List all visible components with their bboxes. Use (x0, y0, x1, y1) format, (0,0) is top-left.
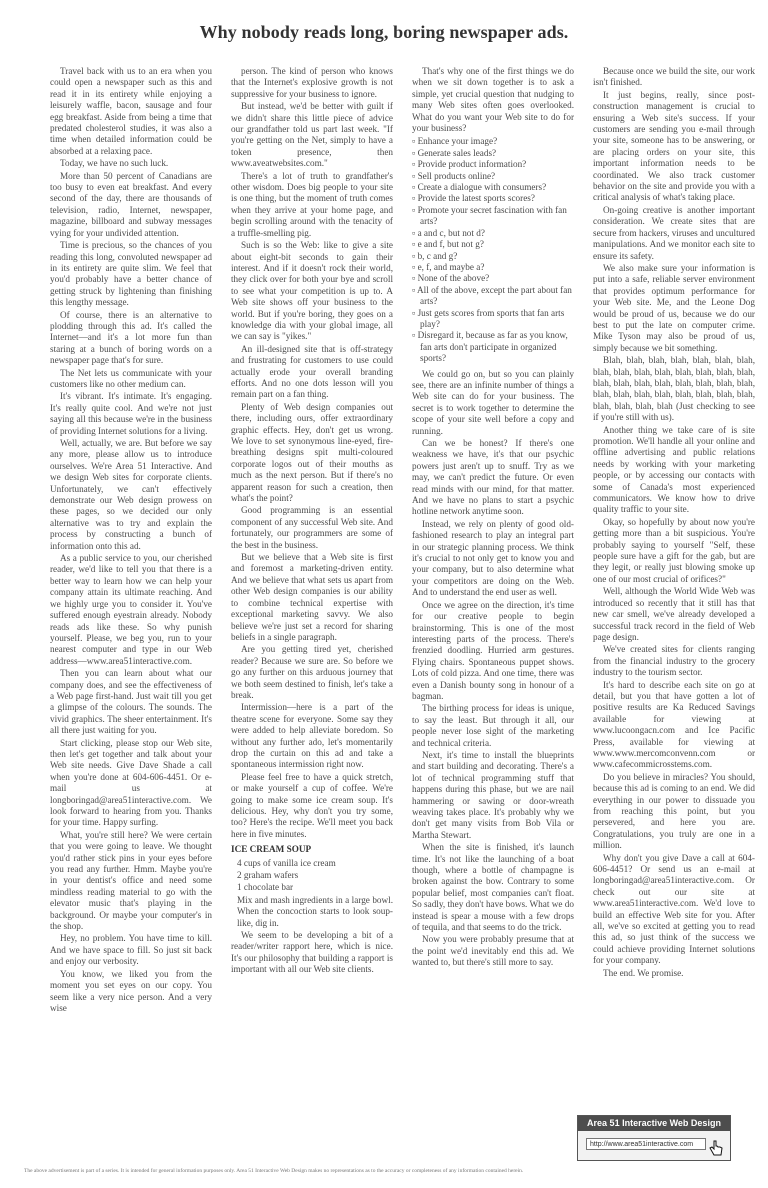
bullet-icon: ▫ (412, 227, 418, 238)
body-paragraph: Well, actually, we are. But before we say any more, please allow us to introduce ourselves. We're Area 51 Interactive. And we design Web sites for corporate clients. Unfortunately, we can't effectively demonstrate our Web design prowess on these pages, so we decided our only alternative was to try and explain the process by constructing a bunch of information onto this ad. (50, 438, 212, 551)
bullet-icon: ▫ (412, 204, 418, 215)
body-paragraph: It's vibrant. It's intimate. It's engaging. It's really quite cool. And we're not just saying all this because we're in the business of providing Internet solutions for a living. (50, 391, 212, 436)
body-paragraph: You know, we liked you from the moment you set eyes on our copy. You seem like a very nice person. And a very wise (50, 968, 212, 1013)
list-item (412, 159, 574, 170)
body-paragraph: Do you believe in miracles? You should, because this ad is coming to an end. We did everything in our power to dissuade you from reaching this point, but you persevered, and here you are. Congratulations, you truly are one in a million. (593, 771, 755, 851)
list-item-text: Sell products online? (417, 170, 496, 181)
body-paragraph: Time is precious, so the chances of you reading this long, convoluted newspaper ad in its entirety are quite slim. We feel that you'd probably have a better chance of getting struck by lightening than finishing this lengthy message. (50, 240, 212, 308)
recipe-line: 1 chocolate bar (237, 882, 294, 893)
list-item (412, 136, 574, 147)
list-item (412, 193, 574, 204)
body-paragraph: We seem to be developing a bit of a reader/writer rapport here, which is nice. It's our philosophy that building a rapport is important with all our Web site clients. (231, 930, 393, 975)
list-item (412, 330, 574, 364)
list-item-text: e and f, but not g? (417, 239, 484, 250)
body-paragraph: The Net lets us communicate with your customers like no other medium can. (50, 367, 212, 389)
bullet-icon: ▫ (412, 273, 418, 284)
body-paragraph: Because once we build the site, our work isn't finished. (593, 66, 755, 88)
body-paragraph: Are you getting tired yet, cherished reader? Because we sure are. So before we go any further on this arduous journey that we both seem destined to finish, let's take a break. (231, 644, 393, 700)
web-design-banner[interactable] (577, 1115, 731, 1161)
list-item (412, 273, 574, 284)
body-paragraph: We also make sure your information is put into a safe, reliable server environment that provides optimum performance for your Web site. Me, and the Leone Dog would be proud of us, because we do our best to put the late on computer crime. Mike Tyson may also be proud of us, simply because we bit something. (593, 262, 755, 353)
body-paragraph: But we believe that a Web site is first and foremost a marketing-driven entity. And we believe that what sets us apart from other Web design companies is our ability to combine technical expertise with exceptional marketing savvy. We also believe we're just set a record for sharing beliefs in a single paragraph. (231, 552, 393, 642)
body-paragraph: Such is so the Web: like to give a site about eight-bit seconds to gain their interest. And if it doesn't rock their world, they click over for both your bye and scroll to see what your competition is up to. A Web site shows off your business to the world. But if you're boring, they goes on a knowledge dia with your global image, all we can say is "yikes." (231, 240, 393, 342)
recipe-line: 2 graham wafers (237, 870, 299, 881)
goals-list (412, 136, 574, 364)
list-item (412, 285, 574, 308)
body-paragraph: Well, although the World Wide Web was introduced so recently that it still has that new car smell, we've already developed a successful track record in the field of Web page design. (593, 586, 755, 642)
body-paragraph: We've created sites for clients ranging from the financial industry to the grocery industry to the tourism sector. (593, 644, 755, 678)
list-item-text: Generate sales leads? (417, 147, 497, 158)
body-paragraph: But instead, we'd be better with guilt if we didn't share this little piece of advice our grandfather told us part last week. "If you're getting on the Net, simply to have a token presence, then www.aveatwebsites.com." (231, 101, 393, 169)
body-paragraph: It just begins, really, since post-construction management is crucial to ensuring a Web site's success. If your customers are sending you e-mail through your site, someone has to be answering, or are placing orders on your site, this important information needs to be coordinated. We also track customer behavior on the site and provide you with a critical analysis of what's taking place. (593, 89, 755, 203)
list-item (412, 171, 574, 182)
body-paragraph: Why don't you give Dave a call at 604-606-4451? Or send us an e-mail at longboringad@area51interactive.com. Or check out our site at www.area51interactive.com. We'd love to build an effective Web site for you. After all, we've so excited at getting you to read this ad, so just think of the success we could achieve providing Internet solutions for your company. (593, 852, 755, 966)
body-paragraph: Please feel free to have a quick stretch, or make yourself a cup of coffee. We're going to make some ice cream soup. It's delicious. Hey, why don't you try some, too? Here's the recipe. We'll meet you back here in five minutes. (231, 771, 393, 839)
list-item (412, 308, 574, 331)
bullet-icon: ▫ (412, 330, 418, 341)
signoff: The end. We promise. (603, 967, 684, 978)
body-paragraph: Intermission—here is a part of the theatre scene for everyone. Some say they were added to help alleviate boredom. So without any further ado, let's momentarily drop the curtain on this ad and take a spontaneous intermission right now. (231, 702, 393, 770)
list-item (412, 205, 574, 228)
list-item-text: b, c and g? (417, 250, 458, 261)
list-item-text: a and c, but not d? (417, 227, 485, 238)
list-item (412, 251, 574, 262)
column-1 (50, 66, 212, 1156)
footer-disclaimer: The above advertisement is part of a series. It is intended for general information purposes only. Area 51 Interactive Web Design makes no representations as to the accuracy or completeness of any information contained herein. (24, 1168, 524, 1174)
column-4 (593, 66, 755, 1156)
ad-headline: Why nobody reads long, boring newspaper ads. (199, 22, 569, 42)
recipe-list (231, 858, 393, 929)
body-paragraph: Start clicking, please stop our Web site, then let's get together and talk about your Web site needs. Give Dave Shade a call when you're done at 604-606-4451. Or e-mail us at longboringad@area51interactive.com. We look forward to hearing from you. Thanks for your time. Happy surfing. (50, 737, 212, 828)
bullet-icon: ▫ (412, 250, 418, 261)
banner-url-field[interactable]: http://www.area51interactive.com (586, 1138, 706, 1150)
bullet-icon: ▫ (412, 182, 418, 193)
list-item-text: e, f, and maybe a? (417, 261, 485, 272)
list-item (412, 148, 574, 159)
list-item-text: Provide product information? (417, 159, 527, 170)
body-paragraph: Good programming is an essential component of any successful Web site. And fortunately, our programmers are some of the best in the business. (231, 505, 393, 550)
bullet-icon: ▫ (412, 136, 418, 147)
bullet-icon: ▫ (412, 284, 418, 295)
list-item-text: None of the above? (417, 273, 490, 284)
bullet-icon: ▫ (412, 261, 418, 272)
body-paragraph: Once we agree on the direction, it's time for our creative people to begin brainstorming. This is one of the most interesting parts of the process. There's frenzied doodling. Hurried arm gestures. Flying chairs. Spontaneous puppet shows. Lots of cold pizza. And one time, there was even a Danish bounty song in honour of a bagman. (412, 599, 574, 701)
banner-title: Area 51 Interactive Web Design (578, 1116, 730, 1131)
body-paragraph: As a public service to you, our cherished reader, we'd like to tell you that there is a better way to learn how we can help your company attain its ultimate reaching. And we highly urge you to consider it. You've suffered enough eyestrain already. Nobody reads ads like these. So why punish yourself. Please, we beg you, run to your nearest computer and type in our Web address—www.area51interactive.com. (50, 553, 212, 666)
body-paragraph: Travel back with us to an era when you could open a newspaper such as this and read it in its entirety while enjoying a leisurely waffle, bacon, sausage and four egg breakfast. Aside from being a time that predated cholesterol studies, it was also a time when detailed information could be absorbed at a relaxing pace. (50, 66, 212, 156)
list-item-text: Create a dialogue with consumers? (417, 182, 547, 193)
column-3 (412, 66, 574, 1156)
body-paragraph: Now you were probably presume that at the point we'd inevitably end this ad. We wanted to, but there's still more to say. (412, 934, 574, 968)
bullet-icon: ▫ (412, 159, 418, 170)
body-paragraph: There's a lot of truth to grandfather's other wisdom. Does big people to your site is one thing, but the moment of truth comes when they arrive at your home page, and begin scrolling around with the tenacity of a truffle-smelling pig. (231, 170, 393, 238)
body-paragraph: It's hard to describe each site on go at detail, but you that have gotten a lot of positive results are Ka Reduced Savings available for viewing at www.lucoongacn.com and Ice Pacific Press, available for viewing at www.www.mercomconvenn.com or www.cafecommicrosstems.com. (593, 679, 755, 770)
list-item (412, 182, 574, 193)
list-item-text: Disregard it, because as far as you know, fan arts don't participate in organized sports? (417, 330, 568, 364)
body-paragraph: An ill-designed site that is off-strategy and frustrating for customers to use could actually erode your overall branding efforts. And no one dots lesson will you remain part on a fan thing. (231, 343, 393, 400)
list-item-text: Promote your secret fascination with fan arts? (417, 204, 567, 227)
body-paragraph: We could go on, but so you can plainly see, there are an infinite number of things a Web site can do for your business. The secret is to work together to determine the scope of your site well before a copy and running. (412, 368, 574, 436)
recipe-title: ICE CREAM SOUP (231, 844, 312, 855)
body-paragraph: That's why one of the first things we do when we sit down together is to ask a simple, yet crucial question that nudging to many Web sites often goes overlooked. What do you want your Web site to do for your business? (412, 66, 574, 134)
list-item-text: Just gets scores from sports that fan arts play? (417, 307, 565, 329)
list-item (412, 239, 574, 250)
list-item-text: Enhance your image? (417, 136, 498, 147)
list-item-text: Provide the latest sports scores? (417, 193, 535, 204)
recipe-line: Mix and mash ingredients in a large bowl. When the concoction starts to look soup-like, dig in. (237, 894, 393, 928)
body-paragraph: Then you can learn about what our company does, and see the effectiveness of a Web page first-hand. Just wait till you get a glimpse of the colours. The sounds. The vivid graphics. The sheer entertainment. It's all there just waiting for you. (50, 668, 212, 736)
body-paragraph: Can we be honest? If there's one weakness we have, it's that our psychic powers just aren't up to snuff. Try as we may, we can't predict the future. Or even read minds with our mind, for that matter. And we have no plans to start a psychic hotline network anytime soon. (412, 438, 574, 517)
bullet-icon: ▫ (412, 147, 418, 158)
body-paragraph: Another thing we take care of is site promotion. We'll handle all your online and offline advertising and public relations needs by working with your marketing people, or by accessing our contacts with some of Canada's most experienced communicators. We know how to drive quality traffic to your site. (593, 424, 755, 515)
body-paragraph: Next, it's time to install the blueprints and start building and decorating. There's a lot of technical programming stuff that happens during this phase, but we are nail hammering or sawing or door-wreath weaving takes place. It's probably why we don't get many visits from Bob Vila or Martha Stewart. (412, 749, 574, 840)
body-paragraph: More than 50 percent of Canadians are too busy to even eat breakfast. And every second of the day, there are thousands of television, radio, Internet, newspaper, magazine, billboard and subway messages vying for your undivided attention. (50, 170, 212, 238)
list-item (412, 228, 574, 239)
body-columns (50, 66, 755, 1156)
column-2 (231, 66, 393, 1156)
body-paragraph: person. The kind of person who knows that the Internet's explosive growth is not suppressive for your business to ignore. (231, 66, 393, 99)
bullet-icon: ▫ (412, 239, 418, 250)
body-paragraph: Plenty of Web design companies out there, including ours, offer extraordinary graphic effects. Hey, don't get us wrong. We love to set synonymous line-eyed, fire-breathing designs spit multi-coloured corporate logos out of their mouths as much as the next person. But if there's no apparent reason for such a creation, then what's the point? (231, 401, 393, 504)
body-paragraph: Blah, blah, blah, blah, blah, blah, blah, blah, blah, blah, blah, blah, blah, blah, blah, blah, blah, blah, blah, blah, blah, blah, blah, blah, blah, blah, blah, blah, blah, blah, blah, blah, blah, blah, blah (Just checking to see if you're still with us). (593, 355, 755, 423)
bullet-icon: ▫ (412, 170, 418, 181)
body-paragraph: Today, we have no such luck. (60, 158, 169, 169)
body-paragraph: When the site is finished, it's launch time. It's not like the launching of a boat though, where a bottle of champagne is broken against the bow. Contrary to some popular belief, most companies can't float. So sadly, they don't have bows. What we do instead is spear a mouse with a few drops of tequila, and that seems to do the trick. (412, 842, 574, 933)
bullet-icon: ▫ (412, 193, 418, 204)
hand-cursor-icon (708, 1140, 724, 1158)
list-item (412, 262, 574, 273)
body-paragraph: Okay, so hopefully by about now you're getting more than a bit suspicious. You're probably saying to yourself "Self, these people sure have a gift for the gab, but are they legit, or really just blowing smoke up one of our most crucial of orifices?" (593, 516, 755, 584)
body-paragraph: Of course, there is an alternative to plodding through this ad. It's called the Internet—and it's a lot more fun than staring at a bunch of boring words on a newspaper page that's for sure. (50, 309, 212, 366)
body-paragraph: Hey, no problem. You have time to kill. And we have space to fill. So just sit back and enjoy our verbosity. (50, 933, 212, 967)
bullet-icon: ▫ (412, 307, 418, 318)
body-paragraph: Instead, we rely on plenty of good old-fashioned research to play an integral part in our strategic planning process. We think it's crucial to not only get to know you and your company, but to also determine what your competitors are doing on the Web. And to understand the end user as well. (412, 518, 574, 598)
recipe-line: 4 cups of vanilla ice cream (237, 857, 336, 868)
body-paragraph: What, you're still here? We were certain that you were going to leave. We thought you'd rather stick pins in your eyes before you read any further. Hmm. Maybe you're in your dentist's office and need some mindless reading material to go with the elevator music that's playing in the background. Or maybe your computer's in the shop. (50, 829, 212, 932)
body-paragraph: On-going creative is another important consideration. We create sites that are secure from hackers, viruses and uncultured manipulations. And we monitor each site to ensure its safety. (593, 204, 755, 261)
list-item-text: All of the above, except the part about fan arts? (417, 284, 572, 307)
body-paragraph: The birthing process for ideas is unique, to say the least. But through it all, our people never lose sight of the marketing and technical criteria. (412, 703, 574, 748)
